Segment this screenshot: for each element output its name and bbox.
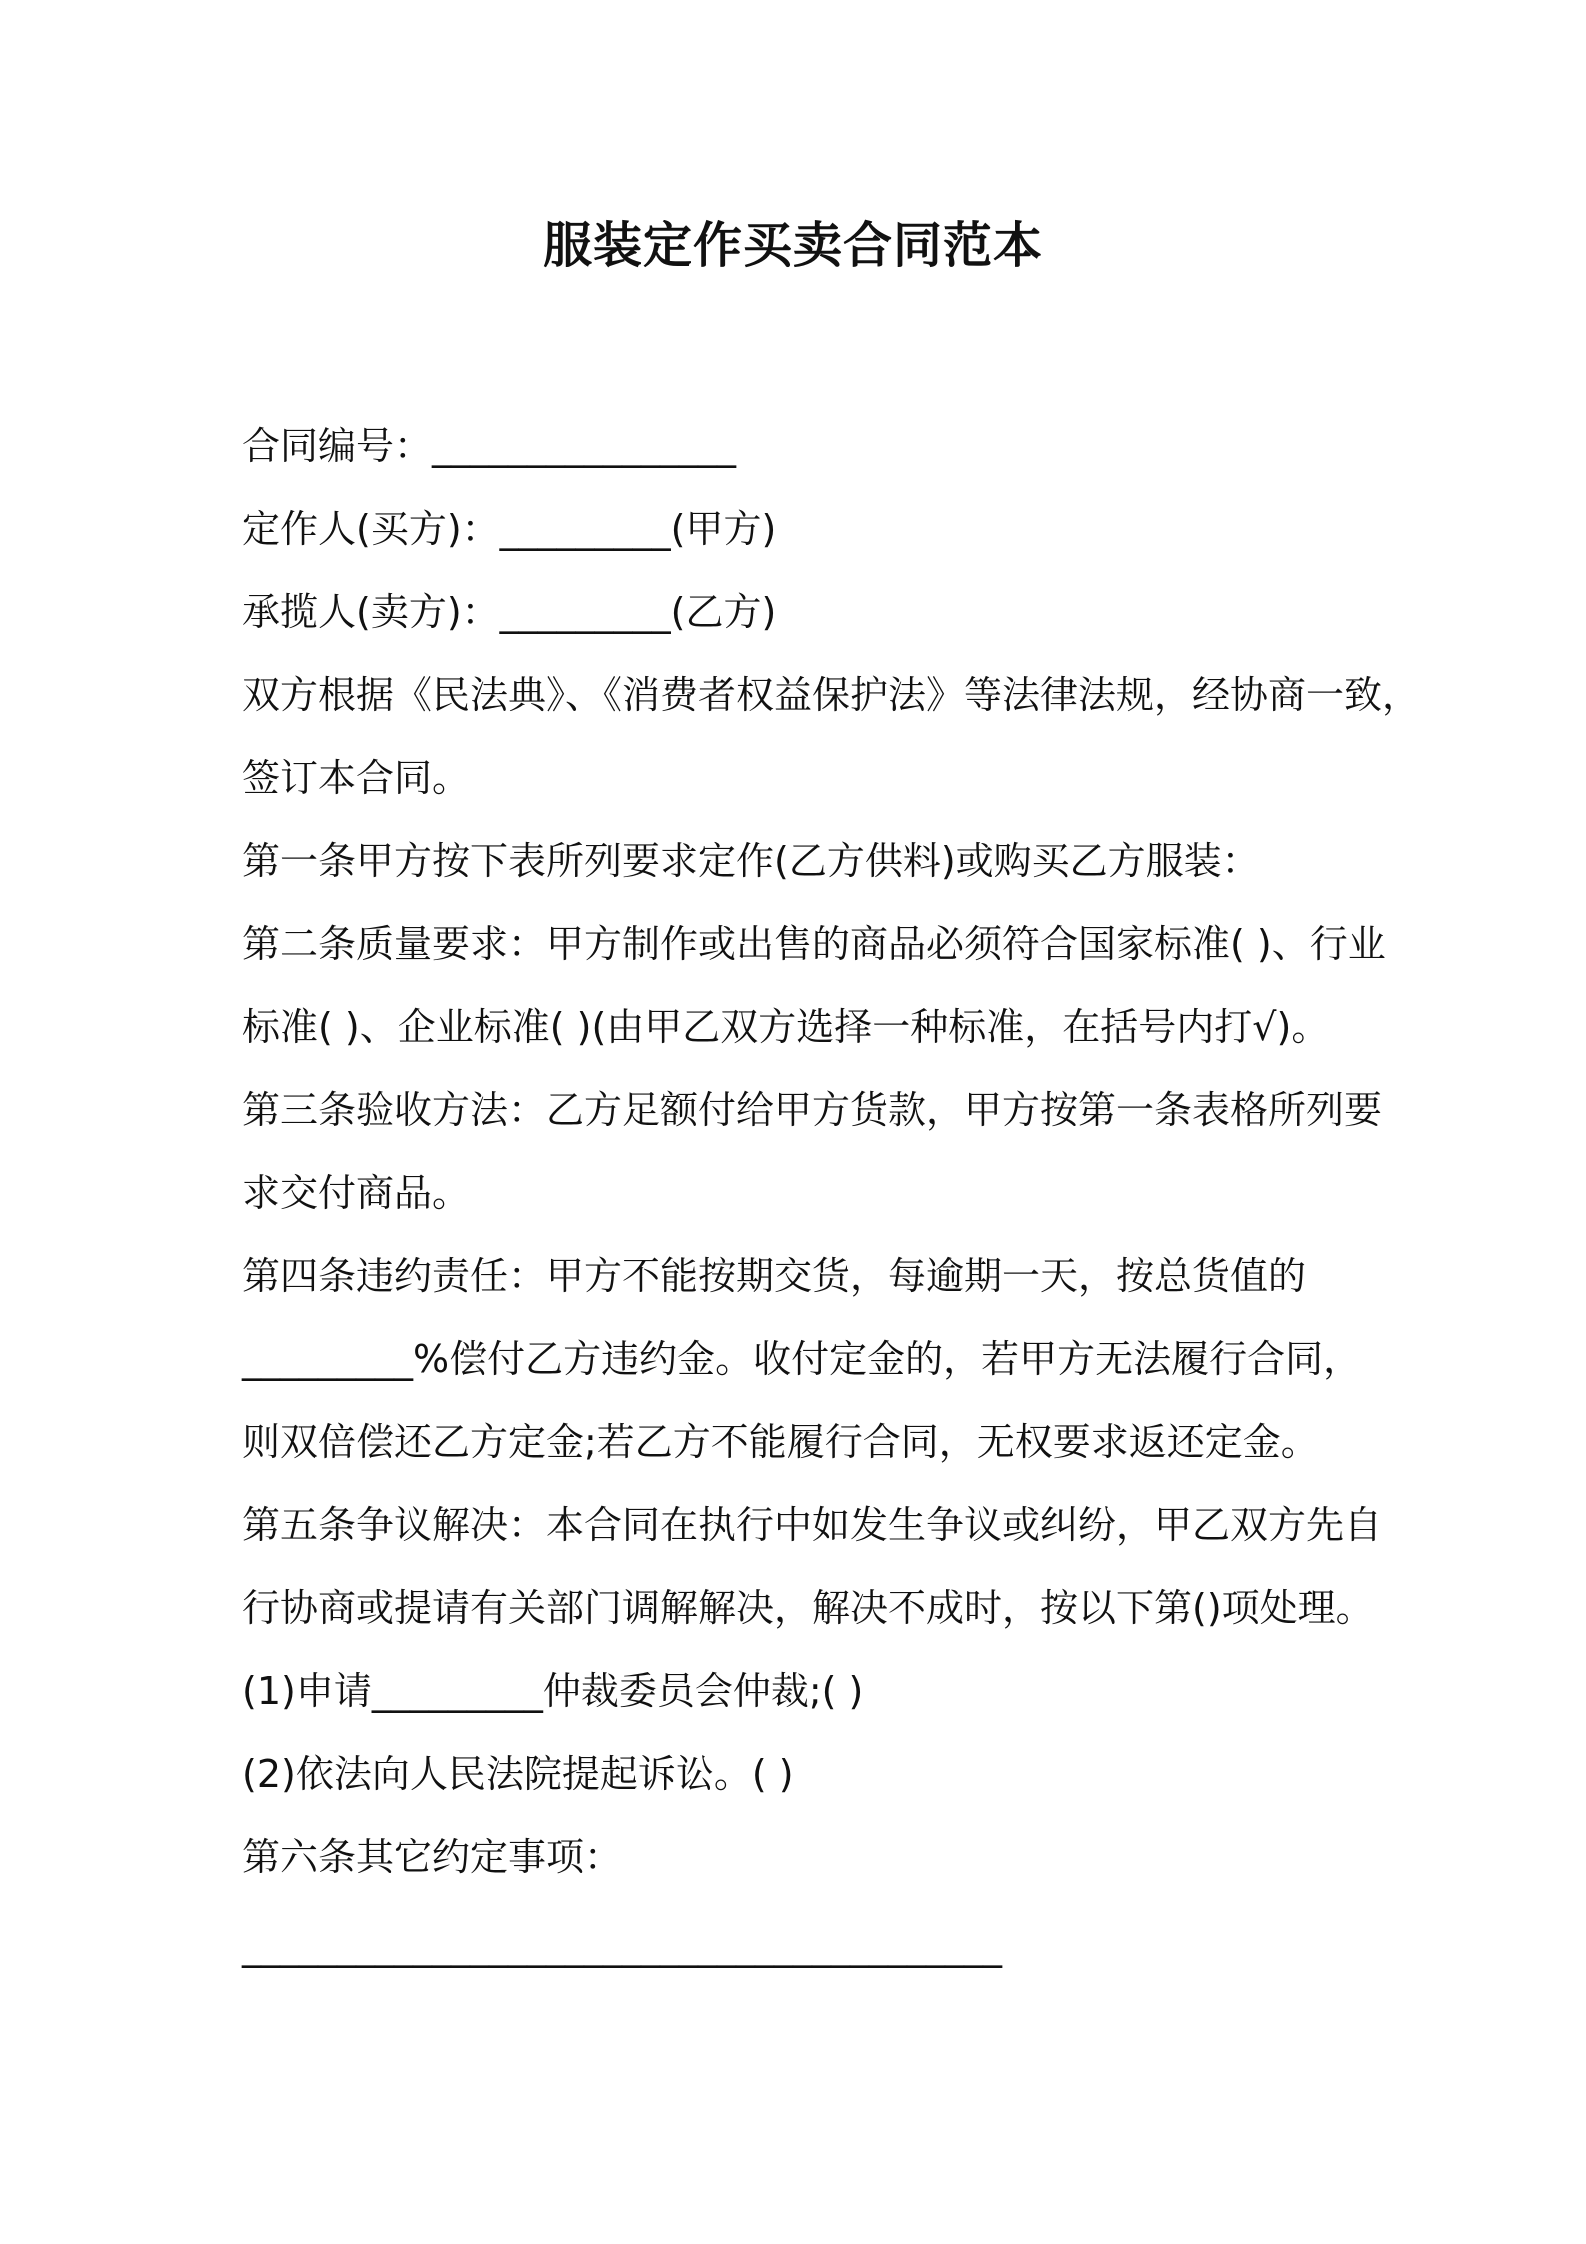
article-5-line-1: 第五条争议解决：本合同在执行中如发生争议或纠纷，甲乙双方先自: [242, 1503, 1383, 1547]
contract-number-line: 合同编号：________________: [242, 424, 737, 468]
seller-line: 承揽人(卖方)：_________(乙方): [242, 590, 777, 634]
preamble-line-2: 签订本合同。: [242, 756, 471, 800]
article-4-line-1: 第四条违约责任：甲方不能按期交货，每逾期一天，按总货值的: [242, 1254, 1307, 1298]
blank-fill-line: ________________________________________: [242, 1924, 1002, 1968]
article-1-line: 第一条甲方按下表所列要求定作(乙方供料)或购买乙方服装：: [242, 839, 1260, 883]
article-3-line-1: 第三条验收方法：乙方足额付给甲方货款，甲方按第一条表格所列要: [242, 1088, 1383, 1132]
preamble-line-1: 双方根据《民法典》、《消费者权益保护法》等法律法规，经协商一致，: [242, 673, 1421, 717]
buyer-line: 定作人(买方)：_________(甲方): [242, 507, 777, 551]
option-1-line: (1)申请_________仲裁委员会仲裁;( ): [242, 1669, 864, 1713]
document-title: 服装定作买卖合同范本: [542, 217, 1043, 274]
article-4-line-2: _________%偿付乙方违约金。收付定金的，若甲方无法履行合同，: [242, 1337, 1362, 1381]
article-2-line-2: 标准( )、企业标准( )(由甲乙双方选择一种标准，在括号内打√)。: [242, 1005, 1330, 1049]
article-5-line-2: 行协商或提请有关部门调解解决，解决不成时，按以下第()项处理。: [242, 1586, 1374, 1630]
article-2-line-1: 第二条质量要求：甲方制作或出售的商品必须符合国家标准( )、行业: [242, 922, 1386, 966]
article-4-line-3: 则双倍偿还乙方定金;若乙方不能履行合同，无权要求返还定金。: [242, 1420, 1319, 1464]
article-6-line: 第六条其它约定事项：: [242, 1835, 623, 1879]
article-3-line-2: 求交付商品。: [242, 1171, 471, 1215]
option-2-line: (2)依法向人民法院提起诉讼。( ): [242, 1752, 794, 1796]
document-body: [242, 405, 1421, 1988]
